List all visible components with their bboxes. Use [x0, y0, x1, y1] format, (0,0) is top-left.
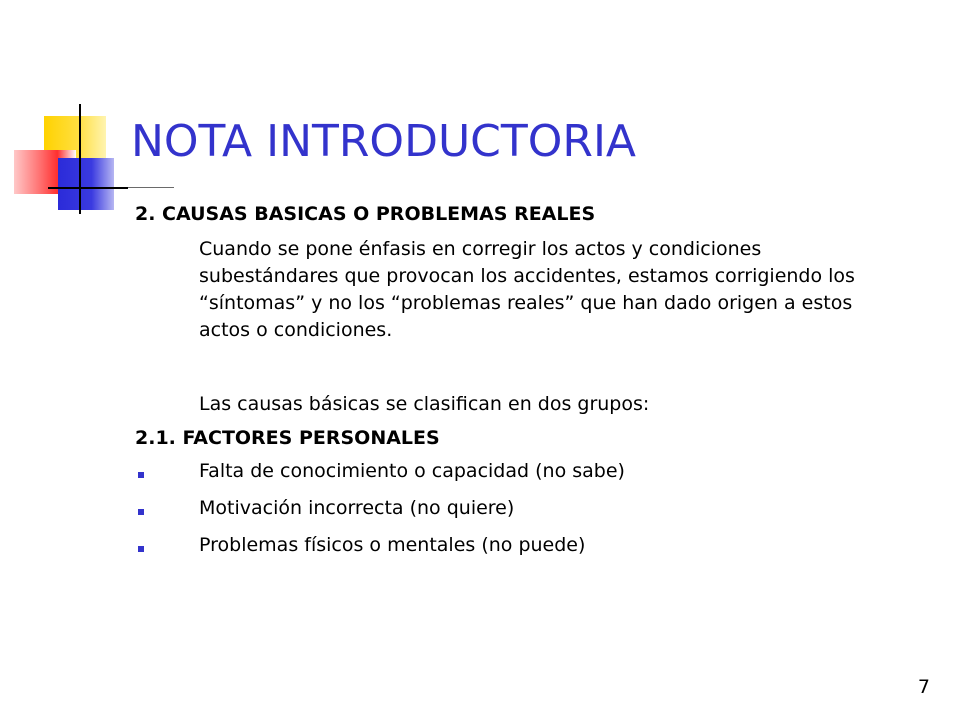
list-item-text: Problemas físicos o mentales (no puede): [199, 534, 586, 556]
subheading-personal-factors: 2.1. FACTORES PERSONALES: [135, 427, 440, 449]
section-heading: 2. CAUSAS BASICAS O PROBLEMAS REALES: [135, 203, 596, 225]
blue-square-shape: [58, 158, 114, 210]
intro-paragraph: [199, 236, 939, 344]
list-item-text: Motivación incorrecta (no quiere): [199, 497, 515, 519]
vertical-line-shape: [79, 104, 81, 214]
page-number: 7: [917, 676, 930, 698]
square-bullet-icon: [138, 472, 144, 478]
horizontal-line-shape: [48, 187, 128, 189]
list-item-text: Falta de conocimiento o capacidad (no sabe): [199, 460, 625, 482]
paragraph-line: subestándares que provocan los accidentes, estamos corrigiendo los: [199, 265, 855, 287]
decorative-logo: [0, 0, 180, 230]
square-bullet-icon: [138, 546, 144, 552]
square-bullet-icon: [138, 509, 144, 515]
paragraph-line: Cuando se pone énfasis en corregir los actos y condiciones: [199, 238, 762, 260]
paragraph-line: “síntomas” y no los “problemas reales” que han dado origen a estos: [199, 292, 853, 314]
classification-paragraph: Las causas básicas se clasifican en dos grupos:: [199, 393, 650, 415]
slide-title: NOTA INTRODUCTORIA: [131, 116, 637, 167]
paragraph-line: actos o condiciones.: [199, 319, 393, 341]
